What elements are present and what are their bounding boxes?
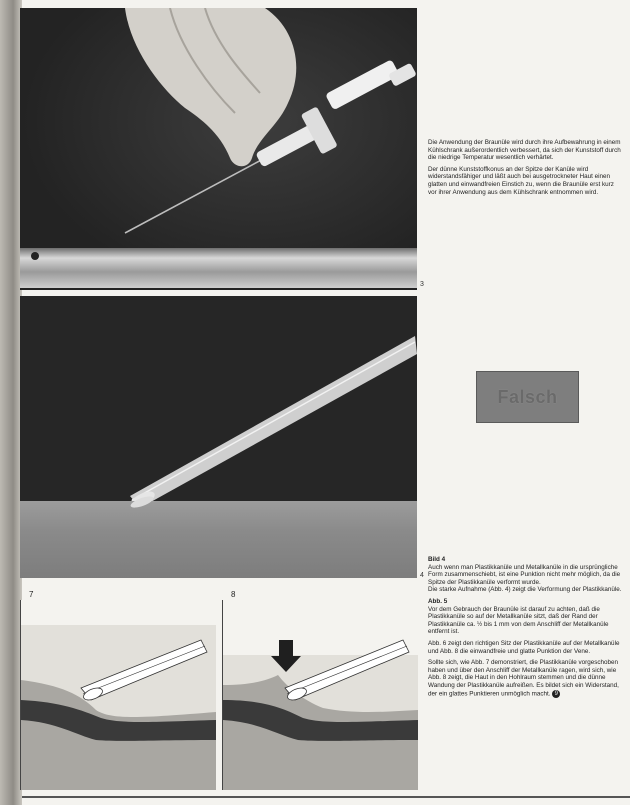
- caption-last-text: Sollte sich, wie Abb. 7 demonstriert, die Plastikkanüle vorgeschoben haben und über den Anschliff der Metallkanüle ragen, wird sich, wie Abb. 8 zeigt, die Haut in den Hohlraum stemmen und die dünne Wandung der Plastikkanüle aufreißen. Es bildet sich ein Widerstand, der ein glattes Punktieren unmöglich macht.: [428, 659, 619, 698]
- paragraph-storage: Die Anwendung der Braunüle wird durch ihre Aufbewahrung in einem Kühlschrank außerordentlich verbessert, da sich der Kunststoff durch die niedrige Temperatur wesentlich verhärtet.: [428, 139, 621, 162]
- page-edge-strip: [0, 0, 22, 805]
- fig8-number: 8: [231, 590, 236, 599]
- end-mark: 9: [552, 690, 560, 698]
- text-block-top: [428, 139, 623, 200]
- caption-last: [428, 659, 623, 698]
- caption-abb6: Abb. 6 zeigt den richtigen Sitz der Plastikkanüle auf der Metallkanüle und Abb. 8 die einwandfreie und glatte Punktion der Vene.: [428, 639, 620, 655]
- caption-bild4-head: Bild 4: [428, 556, 446, 563]
- falsch-stamp: [476, 371, 579, 423]
- paragraph-konus: Der dünne Kunststoffkonus an der Spitze der Kanüle wird widerstandsfähiger und läßt auch bei ausgetrockneter Haut einen glatten und einwandfreien Einstich zu, wenn die Braunüle erst kurz vor ihrer Anwendung aus dem Kühlschrank entnommen wird.: [428, 165, 614, 196]
- diagram-fig7: [20, 590, 216, 790]
- fig7-number: 7: [29, 590, 34, 599]
- side-number-top: 3: [420, 281, 424, 288]
- diagram-fig8: [222, 590, 418, 790]
- caption-abb5-head: Abb. 5: [428, 597, 448, 605]
- caption-bild4-extra: Die starke Aufnahme (Abb. 4) zeigt die Verformung der Plastikkanüle.: [428, 586, 622, 594]
- rail-screw: [31, 252, 39, 260]
- falsch-label: Falsch: [497, 386, 558, 407]
- caption-abb5-body: Vor dem Gebrauch der Braunüle ist darauf zu achten, daß die Plastikkanüle so auf der Metallkanüle sitzt, daß der Rand der Plastikkanüle ca. ½ bis 1 mm von dem Anschliff der Metallkanüle entfernt ist.: [428, 605, 609, 636]
- caption-bild4-body: Auch wenn man Plastikkanüle und Metallkanüle in die ursprüngliche Form zusammenschiebt, ist eine Punktion nicht mehr möglich, da die Spitze der Plastikkanüle verformt wurde.: [428, 563, 621, 586]
- bottom-rule: [22, 796, 630, 798]
- photo-cannula-tip: [20, 296, 417, 578]
- text-block-bottom: [428, 556, 623, 698]
- side-number-mid: 4: [420, 572, 424, 579]
- photo-hand-holding-cannula: [20, 8, 417, 290]
